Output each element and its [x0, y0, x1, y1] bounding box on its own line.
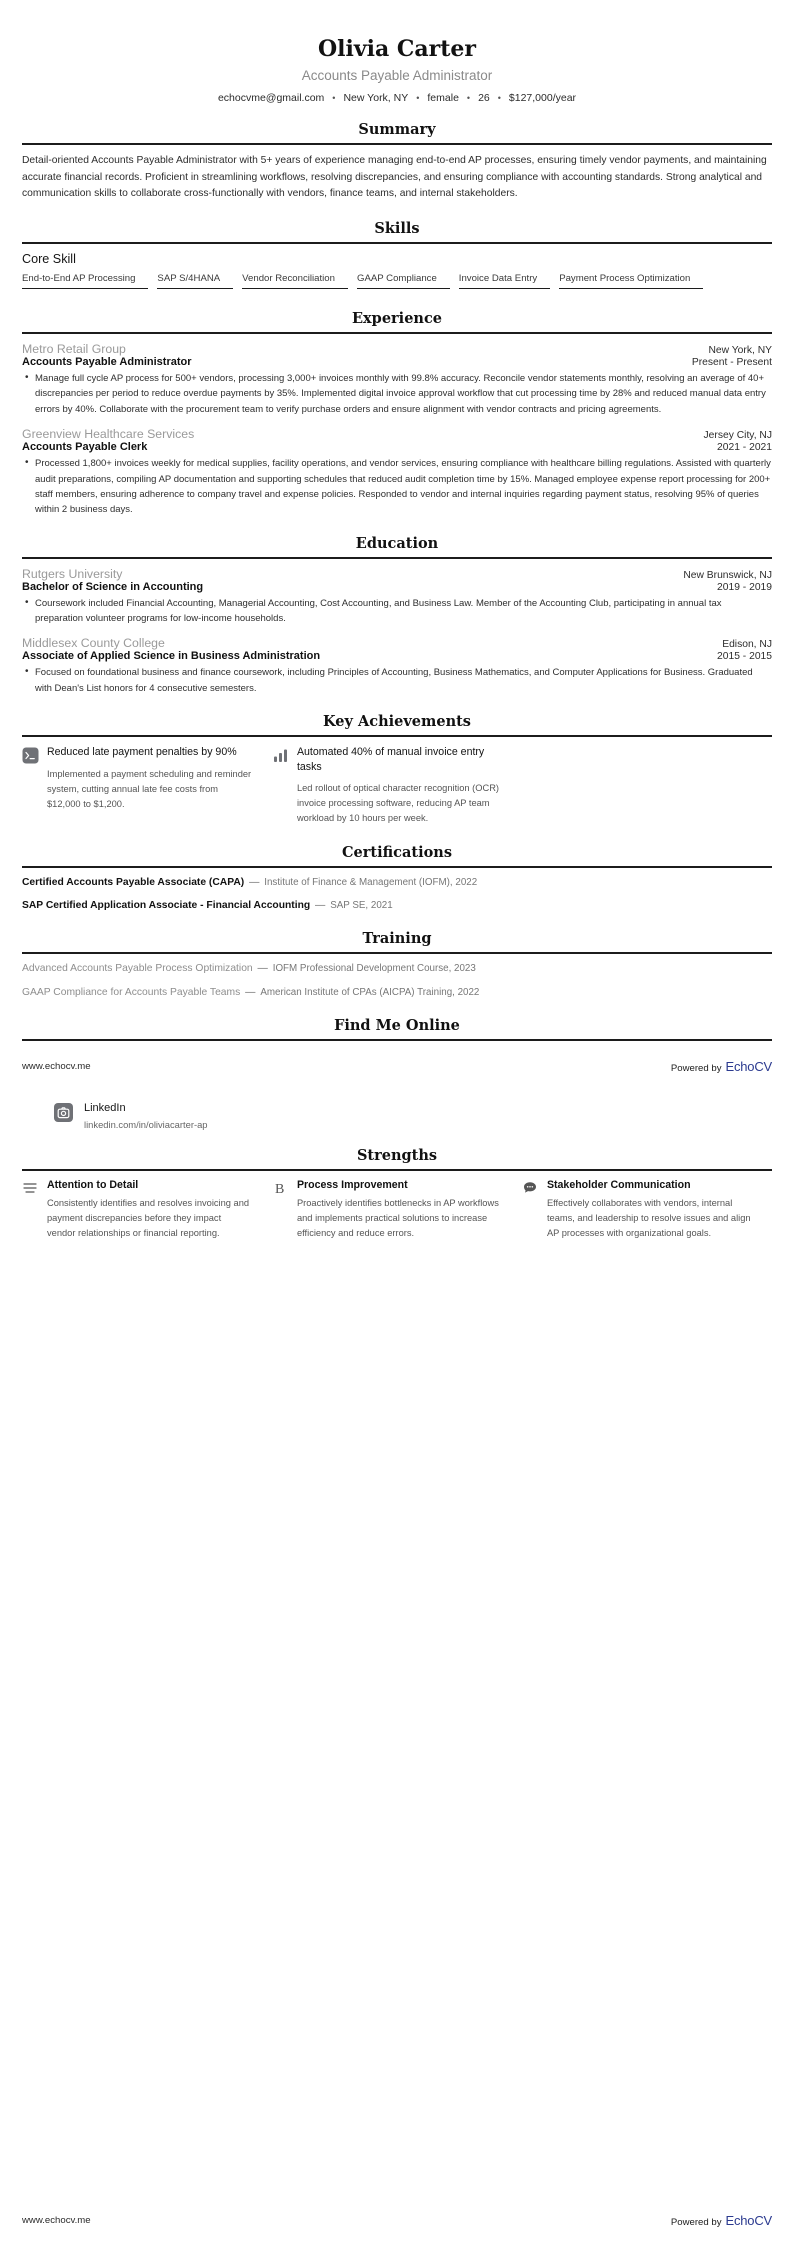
certification-issuer: SAP SE, 2021 — [330, 899, 393, 911]
section-key-achievements — [22, 713, 772, 826]
section-summary — [22, 121, 772, 203]
experience-bullet: • Processed 1,800+ invoices weekly for medical supplies, facility operations, and vendor services, ensuring compliance with healthcare billing regulations. Assisted with quarterly audit preparations, compiling AP documentation and supporting schedules that reduced audit completion time by 15%. Managed employee expense report processing for 200+ staff members, ensuring adherence to company travel and expense policies. Responded to vendor and internal inquiries regarding payment status, resolving 95% of queries within 2 business days. — [35, 456, 772, 518]
linkedin-icon — [54, 1103, 73, 1122]
section-title-key-achievements: Key Achievements — [323, 713, 471, 731]
section-title-education: Education — [355, 534, 439, 552]
achievement-item — [22, 745, 272, 826]
online-profile-label: LinkedIn — [84, 1102, 126, 1115]
training-item — [22, 986, 772, 1000]
skill-chip: Vendor Reconciliation — [242, 273, 348, 289]
bar-chart-icon — [272, 747, 289, 764]
training-name: GAAP Compliance for Accounts Payable Teams — [22, 986, 241, 998]
skill-chip: GAAP Compliance — [357, 273, 450, 289]
certification-name: SAP Certified Application Associate - Financial Accounting — [22, 899, 311, 911]
contact-separator: • — [332, 93, 336, 103]
section-divider — [22, 143, 772, 145]
strength-body — [47, 1179, 252, 1241]
experience-entry-top — [22, 427, 772, 441]
contact-item: 26 — [478, 92, 490, 104]
skill-chip: End-to-End AP Processing — [22, 273, 148, 289]
achievement-body — [297, 745, 504, 826]
education-bullet-list — [22, 665, 772, 696]
skill-chip: SAP S/4HANA — [157, 273, 233, 289]
achievement-description: Led rollout of optical character recognition (OCR) invoice processing software, reducing AP team workload by 10 hours per week. — [296, 783, 500, 824]
section-title-summary: Summary — [358, 121, 436, 138]
section-title-experience: Experience — [351, 310, 443, 328]
education-role-title: Associate of Applied Science in Business Administration — [22, 650, 321, 663]
footer-powered-by-label: Powered by — [670, 2217, 722, 2228]
online-profile-handle[interactable]: linkedin.com/in/oliviacarter-ap — [84, 1119, 208, 1131]
experience-date-range: 2021 - 2021 — [717, 442, 772, 454]
education-bullet: • Focused on foundational business and finance coursework, including Principles of Accounting, Business Mathematics, and Computer Applications for Business. Graduated with Dean's List honors for 4 consecutive semesters. — [35, 665, 772, 696]
experience-entry — [22, 342, 772, 417]
education-date-range: 2019 - 2019 — [717, 581, 772, 593]
experience-location: New York, NY — [708, 345, 772, 357]
certification-item — [22, 876, 772, 890]
education-entry-top — [22, 567, 772, 581]
section-divider — [22, 332, 772, 334]
certification-dash: — — [249, 876, 260, 888]
summary-text: Detail-oriented Accounts Payable Administrator with 5+ years of experience managing end-to-end AP processes, ensuring timely vendor payments, and maintaining accurate financial records. Proficient in streamlining workflows, resolving discrepancies, and ensuring compliance with accounting standards. Strong analytical and communication skills to collaborate cross-functionally with vendors, finance teams, and internal stakeholders. — [22, 155, 767, 200]
strength-description: Proactively identifies bottlenecks in AP workflows and implements practical solutions to increase efficiency and reduce errors. — [296, 1198, 499, 1239]
certification-item — [22, 899, 772, 913]
education-entry-sub — [22, 581, 772, 593]
resume-header — [22, 30, 772, 104]
section-title-certifications: Certifications — [342, 843, 452, 861]
education-bullet: • Coursework included Financial Accounting, Managerial Accounting, Cost Accounting, and Business Law. Member of the Accounting Club, participating in annual tax preparation volunteer programs for low-income households. — [35, 596, 772, 627]
certification-dash: — — [315, 899, 326, 911]
section-title-strengths: Strengths — [356, 1147, 438, 1165]
page-title: Olivia Carter — [317, 36, 477, 62]
education-entry-top — [22, 636, 772, 650]
contact-item: New York, NY — [343, 92, 409, 104]
training-item — [22, 962, 772, 976]
experience-role-title: Accounts Payable Clerk — [22, 441, 148, 454]
section-find-me-online — [22, 1017, 772, 1130]
strength-body — [297, 1179, 502, 1241]
achievement-list — [22, 745, 772, 826]
footer-powered-by-badge — [671, 2213, 772, 2228]
section-training — [22, 930, 772, 1000]
experience-organization: Greenview Healthcare Services — [22, 427, 195, 442]
online-profile-item[interactable] — [22, 1102, 772, 1130]
education-entry — [22, 636, 772, 696]
section-divider — [22, 1039, 772, 1041]
education-date-range: 2015 - 2015 — [717, 651, 772, 663]
powered-by-badge — [671, 1059, 772, 1074]
achievement-item-empty — [522, 745, 772, 826]
achievement-title: Reduced late payment penalties by 90% — [47, 746, 237, 759]
strength-description: Effectively collaborates with vendors, internal teams, and leadership to resolve issues and align AP processes with organizational goals. — [546, 1198, 751, 1239]
contact-line — [22, 92, 772, 104]
achievement-body — [47, 745, 254, 826]
achievement-item — [272, 745, 522, 826]
training-dash: — — [257, 963, 268, 975]
site-url-link[interactable]: www.echocv.me — [22, 1061, 91, 1073]
skill-group-name: Core Skill — [22, 252, 76, 267]
professional-headline: Accounts Payable Administrator — [301, 68, 493, 83]
certification-issuer: Institute of Finance & Management (IOFM), 2022 — [264, 876, 478, 888]
experience-organization: Metro Retail Group — [22, 342, 126, 357]
certification-list — [22, 876, 772, 914]
terminal-icon — [22, 747, 39, 764]
section-education — [22, 535, 772, 697]
section-skills — [22, 220, 772, 293]
section-title-find-me-online: Find Me Online — [334, 1017, 460, 1035]
strength-item — [522, 1179, 772, 1241]
section-certifications — [22, 844, 772, 914]
experience-location: Jersey City, NJ — [703, 430, 772, 442]
education-organization: Middlesex County College — [22, 636, 165, 651]
profile-list — [22, 1102, 772, 1130]
svg-text:B: B — [274, 1182, 285, 1197]
education-location: New Brunswick, NJ — [683, 569, 772, 581]
strength-item — [22, 1179, 272, 1241]
contact-item[interactable]: echocvme@gmail.com — [217, 92, 325, 104]
speech-bubble-icon — [522, 1180, 538, 1196]
achievement-title: Automated 40% of manual invoice entry tasks — [296, 746, 485, 773]
section-experience — [22, 310, 772, 518]
strength-item — [272, 1179, 522, 1241]
contact-item: female — [427, 92, 459, 104]
experience-entry-list — [22, 342, 772, 518]
certification-name: Certified Accounts Payable Associate (CAPA) — [22, 876, 245, 888]
education-role-title: Bachelor of Science in Accounting — [22, 580, 204, 593]
training-name: Advanced Accounts Payable Process Optimization — [22, 963, 253, 975]
experience-date-range: Present - Present — [691, 357, 772, 369]
experience-role-title: Accounts Payable Administrator — [22, 356, 192, 369]
section-divider — [22, 735, 772, 737]
strength-title: Process Improvement — [296, 1179, 408, 1192]
experience-entry-sub — [22, 441, 772, 453]
section-title-skills: Skills — [374, 220, 420, 238]
contact-separator: • — [497, 93, 501, 103]
brand-name: EchoCV — [725, 1059, 772, 1075]
achievement-description: Implemented a payment scheduling and reminder system, cutting annual late fee costs from $12,000 to $1,200. — [47, 768, 252, 809]
online-profile-body — [84, 1102, 208, 1130]
training-issuer: American Institute of CPAs (AICPA) Training, 2022 — [260, 986, 480, 998]
skill-chip-list — [22, 273, 772, 293]
experience-entry-sub — [22, 356, 772, 368]
strength-body — [547, 1179, 752, 1241]
experience-entry-top — [22, 342, 772, 356]
contact-item: $127,000/year — [508, 92, 577, 104]
section-divider — [22, 557, 772, 559]
training-issuer: IOFM Professional Development Course, 2023 — [272, 963, 476, 975]
strength-description: Consistently identifies and resolves invoicing and payment discrepancies before they impact vendor relationships or financial reporting. — [47, 1198, 250, 1239]
strength-list — [22, 1179, 772, 1241]
page-footer — [22, 2213, 772, 2228]
section-strengths — [22, 1147, 772, 1241]
online-top-bar — [22, 1059, 772, 1074]
skill-chip: Payment Process Optimization — [559, 273, 703, 289]
experience-bullet: • Manage full cycle AP process for 500+ vendors, processing 3,000+ invoices monthly with 99.8% accuracy. Reconcile vendor statements monthly, resolving an average of 40+ discrepancies per period to reduce overdue payments by 35%. Implemented digital invoice approval workflow that cut processing time by 28% and reduced manual data entry errors by 40%. Collaborate with the procurement team to verify purchase orders and ensure alignment with vendor contracts and pricing agreements. — [35, 371, 772, 417]
contact-separator: • — [466, 93, 471, 103]
experience-bullet-list — [22, 371, 772, 417]
education-location: Edison, NJ — [722, 639, 772, 651]
section-divider — [22, 1169, 772, 1171]
education-organization: Rutgers University — [22, 566, 123, 581]
experience-bullet-list — [22, 456, 772, 518]
experience-entry — [22, 427, 772, 518]
strength-title: Attention to Detail — [47, 1179, 139, 1192]
education-entry-sub — [22, 650, 772, 662]
footer-brand-name: EchoCV — [725, 2213, 772, 2228]
training-list — [22, 962, 772, 1000]
contact-separator: • — [416, 93, 420, 103]
footer-site-url-link[interactable]: www.echocv.me — [22, 2215, 91, 2226]
section-title-training: Training — [362, 930, 432, 948]
training-dash: — — [245, 986, 256, 998]
education-entry-list — [22, 567, 772, 697]
list-lines-icon — [22, 1180, 38, 1196]
section-divider — [22, 952, 772, 954]
section-divider — [22, 242, 772, 244]
powered-by-label: Powered by — [670, 1063, 722, 1075]
skill-chip: Invoice Data Entry — [459, 273, 550, 289]
section-divider — [22, 866, 772, 868]
strength-title: Stakeholder Communication — [546, 1179, 691, 1192]
education-entry — [22, 567, 772, 627]
education-bullet-list — [22, 596, 772, 627]
letter-b-icon — [272, 1180, 288, 1196]
